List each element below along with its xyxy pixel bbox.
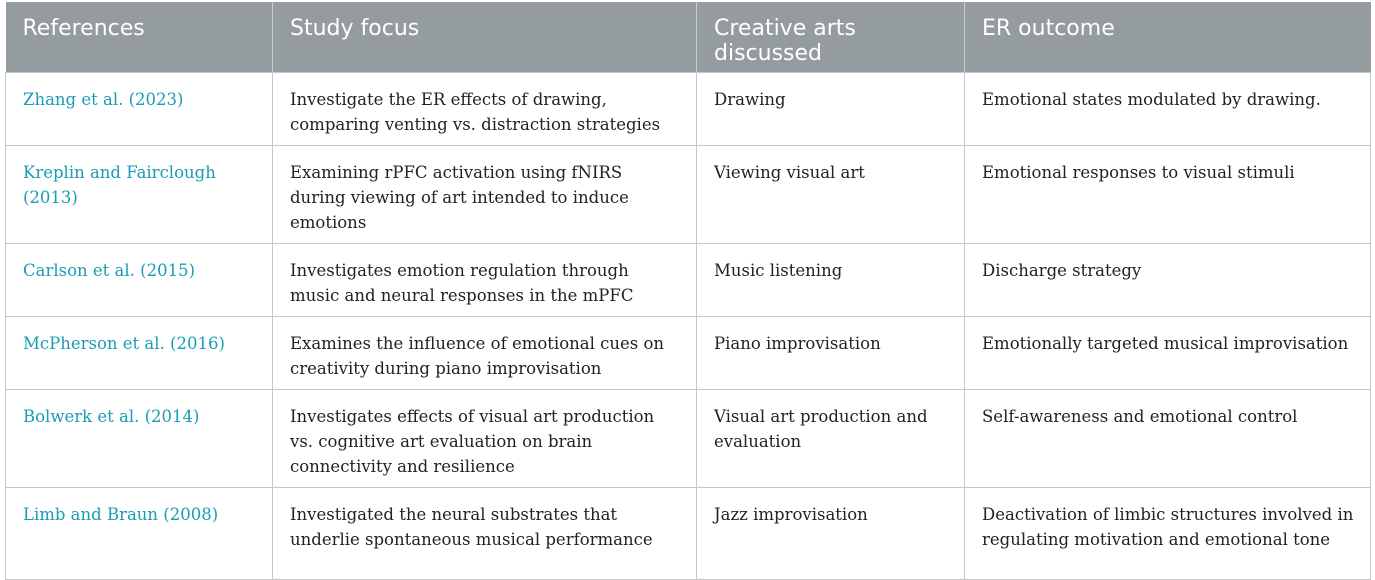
table-header: [6, 2, 1371, 73]
study-focus-cell: Investigate the ER effects of drawing, comparing venting vs. distraction strategies: [273, 73, 697, 146]
table-row: [6, 146, 1371, 244]
er-outcome-cell: Emotional responses to visual stimuli: [965, 146, 1371, 244]
study-focus-cell: Investigates emotion regulation through music and neural responses in the mPFC: [273, 244, 697, 317]
header-references: References: [6, 2, 273, 73]
creative-arts-cell: Visual art production and evaluation: [697, 390, 965, 488]
header-row: [6, 2, 1371, 73]
er-outcome-cell: Emotionally targeted musical improvisation: [965, 317, 1371, 390]
study-focus-cell: Examining rPFC activation using fNIRS during viewing of art intended to induce emotions: [273, 146, 697, 244]
table-row: [6, 244, 1371, 317]
er-outcome-cell: Self-awareness and emotional control: [965, 390, 1371, 488]
reference-link[interactable]: Limb and Braun (2008): [6, 488, 273, 580]
reference-link[interactable]: Bolwerk et al. (2014): [6, 390, 273, 488]
header-er-outcome: ER outcome: [965, 2, 1371, 73]
studies-table-container: [5, 2, 1370, 580]
reference-link[interactable]: Carlson et al. (2015): [6, 244, 273, 317]
study-focus-cell: Examines the influence of emotional cues on creativity during piano improvisation: [273, 317, 697, 390]
table-body: [6, 73, 1371, 580]
creative-arts-cell: Piano improvisation: [697, 317, 965, 390]
creative-arts-cell: Viewing visual art: [697, 146, 965, 244]
header-creative-arts: Creative arts discussed: [697, 2, 965, 73]
header-study-focus: Study focus: [273, 2, 697, 73]
er-outcome-cell: Emotional states modulated by drawing.: [965, 73, 1371, 146]
table-row: [6, 488, 1371, 580]
studies-table: [5, 2, 1371, 580]
reference-link[interactable]: Kreplin and Fairclough (2013): [6, 146, 273, 244]
reference-link[interactable]: McPherson et al. (2016): [6, 317, 273, 390]
study-focus-cell: Investigates effects of visual art production vs. cognitive art evaluation on brain connectivity and resilience: [273, 390, 697, 488]
creative-arts-cell: Drawing: [697, 73, 965, 146]
er-outcome-cell: Deactivation of limbic structures involved in regulating motivation and emotional tone: [965, 488, 1371, 580]
creative-arts-cell: Music listening: [697, 244, 965, 317]
er-outcome-cell: Discharge strategy: [965, 244, 1371, 317]
creative-arts-cell: Jazz improvisation: [697, 488, 965, 580]
table-row: [6, 73, 1371, 146]
reference-link[interactable]: Zhang et al. (2023): [6, 73, 273, 146]
table-row: [6, 317, 1371, 390]
table-row: [6, 390, 1371, 488]
study-focus-cell: Investigated the neural substrates that underlie spontaneous musical performance: [273, 488, 697, 580]
